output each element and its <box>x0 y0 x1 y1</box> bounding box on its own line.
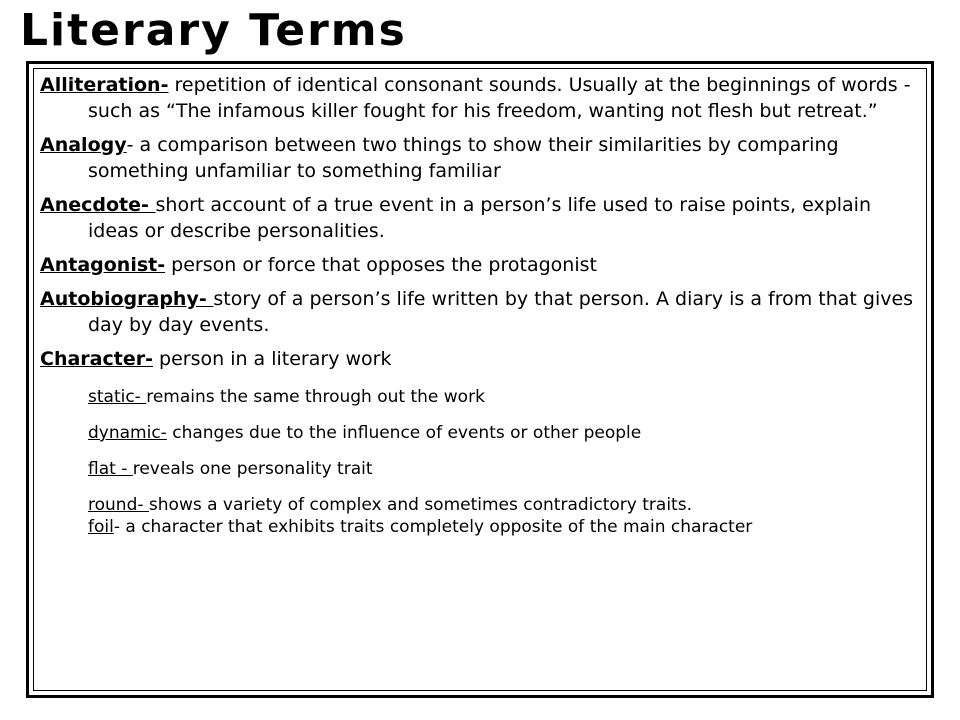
term-label: Anecdote- <box>40 194 156 216</box>
term-label: Autobiography- <box>40 288 214 310</box>
term-label: Alliteration- <box>40 74 169 96</box>
terms-list <box>40 72 920 538</box>
term-entry-analogy <box>40 132 920 184</box>
sub-entry-static <box>88 386 920 408</box>
sub-term-label: flat - <box>88 459 133 479</box>
term-label: Antagonist- <box>40 254 166 276</box>
sub-term-label: static- <box>88 387 147 407</box>
term-definition: story of a person’s life written by that person. A diary is a from that gives day by day events. <box>88 288 914 336</box>
term-definition: person in a literary work <box>152 348 392 370</box>
sub-term-label: foil <box>88 517 114 537</box>
term-definition: - a comparison between two things to show their similarities by comparing something unfamiliar to something familiar <box>88 134 839 182</box>
sub-entry-dynamic <box>88 422 920 444</box>
sub-entry-foil <box>88 516 920 538</box>
term-entry-anecdote <box>40 192 920 244</box>
sub-term-label: dynamic- <box>88 423 167 443</box>
term-definition: short account of a true event in a person’s life used to raise points, explain ideas or describe personalities. <box>88 194 872 242</box>
sub-term-definition: shows a variety of complex and sometimes contradictory traits. <box>148 495 692 515</box>
term-entry-antagonist <box>40 252 920 278</box>
sub-term-definition: remains the same through out the work <box>146 387 485 407</box>
sub-entry-flat <box>88 458 920 480</box>
sub-term-definition: changes due to the influence of events or other people <box>166 423 642 443</box>
term-entry-character <box>40 346 920 372</box>
page-title: Literary Terms <box>20 5 407 56</box>
sub-term-definition: reveals one personality trait <box>132 459 373 479</box>
sub-term-definition: - a character that exhibits traits completely opposite of the main character <box>113 517 753 537</box>
term-definition: repetition of identical consonant sounds. Usually at the beginnings of words - such as “The infamous killer fought for his freedom, wanting not flesh but retreat.” <box>88 74 911 122</box>
term-definition: person or force that opposes the protagonist <box>165 254 597 276</box>
term-entry-alliteration <box>40 72 920 124</box>
term-entry-autobiography <box>40 286 920 338</box>
sub-entry-round <box>88 494 920 516</box>
sub-entry-round-foil <box>88 494 920 538</box>
term-label: Analogy <box>40 134 127 156</box>
sub-term-label: round- <box>88 495 149 515</box>
term-label: Character- <box>40 348 153 370</box>
